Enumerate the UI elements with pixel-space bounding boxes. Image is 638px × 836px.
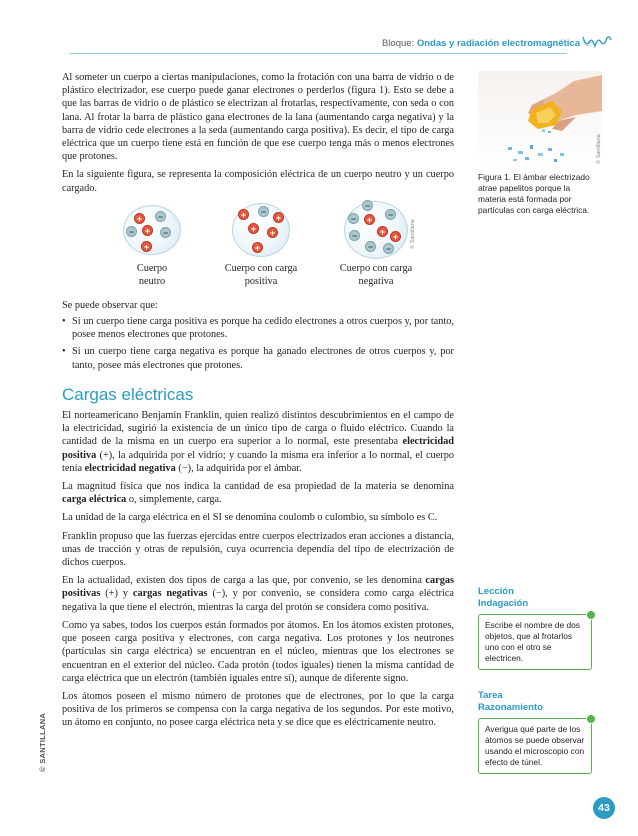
section-title: Cargas eléctricas	[62, 384, 194, 404]
magnitude-paragraph: La magnitud física que nos indica la cantidad de esa propiedad de la materia se denomina carga eléctrica o, simplemente, carga.	[62, 481, 454, 506]
tarea-text: Averigua qué parte de los átomos se puede observar usando el microscopio con efecto de túnel.	[485, 724, 585, 767]
leccion-label: Lección Indagación	[478, 586, 529, 609]
term-cargas-positivas: cargas positivas	[62, 575, 454, 600]
label-positive: Cuerpo con carga positiva	[224, 262, 298, 287]
proton: +	[134, 213, 145, 224]
electron: −	[365, 241, 376, 252]
photo-credit: © Santillana	[596, 134, 602, 164]
unit-paragraph: La unidad de la carga eléctrica en el SI se denomina coulomb o culombio, su símbolo es C.	[62, 512, 438, 524]
term-cargas-negativas: cargas negativas	[132, 588, 208, 600]
electron: −	[155, 211, 166, 222]
proton: +	[238, 209, 249, 220]
bullet-item: • Si un cuerpo tiene carga negativa es porque ha ganado electrones de otros cuerpos y, por tanto, posee más electrones que protones.	[62, 345, 454, 371]
proton: +	[141, 241, 152, 252]
publisher-brand: © SANTILLANA	[38, 712, 47, 772]
electron: −	[385, 209, 396, 220]
charge-types-paragraph: En la actualidad, existen dos tipos de carga a las que, por convenio, se les denomina cargas positivas (+) y cargas negativas (−), y por convenio, se considera como carga eléctrica negativa la que tiene el electrón, mientras la carga del protón se considera como positiva.	[62, 575, 454, 613]
header-rule	[70, 53, 567, 54]
hand-amber-illustration	[478, 71, 602, 167]
leccion-box	[478, 614, 592, 670]
observation-intro: Se puede observar que:	[62, 299, 158, 311]
label-neutral: Cuerpo neutro	[136, 262, 168, 287]
intro-paragraph-2: En la siguiente figura, se representa la composición eléctrica de un cuerpo neutro y un cuerpo cargado.	[62, 169, 454, 194]
tarea-box	[478, 718, 592, 774]
proton: +	[252, 242, 263, 253]
wave-icon	[582, 34, 612, 50]
electron: −	[258, 206, 269, 217]
proton: +	[142, 225, 153, 236]
proton: +	[377, 226, 388, 237]
term-electricidad-positiva: electricidad positiva	[62, 436, 454, 461]
term-electricidad-negativa: electricidad negativa	[84, 462, 176, 474]
page-number: 43	[593, 797, 615, 819]
proton: +	[248, 223, 259, 234]
figure-caption: Figura 1. El ámbar electrizado atrae papelitos porque la materia está formada por partículas con carga eléctrica.	[478, 172, 590, 215]
green-dot-icon	[586, 714, 596, 724]
bullet-item: • Si un cuerpo tiene carga positiva es porque ha cedido electrones a otros cuerpos y, por tanto, posee menos electrones que protones.	[62, 315, 454, 341]
intro-paragraph-1: Al someter un cuerpo a ciertas manipulaciones, como la frotación con una barra de vidrio o de plástico electrizador, ese cuerpo puede ganar electrones o perderlos (figura 1). Esto se debe a que las barras de vidrio o de plástico se electrizan al frotarlas, respectivamente, con seda o con lana. Al frotar la barra de plástico gana electrones de la lana (aumentando carga negativa) y la barra de vidrio cede electrones a la seda (aumentando carga positiva). Es decir, el tipo de carga eléctrica que un cuerpo tiene está en función de que ese cuerpo tenga más o menos electrones que protones.	[62, 72, 454, 163]
electron: −	[383, 243, 394, 254]
proton: +	[273, 212, 284, 223]
atoms-paragraph: Como ya sabes, todos los cuerpos están formados por átomos. En los átomos existen protones, que poseen carga positiva y electrones, con carga negativa. Los protones y los neutrones (partículas sin carga eléctrica) se encuentran en el núcleo, mientras que los electrones se encuentran en el exterior del núcleo. Cada protón (todos iguales) tienen la misma cantidad de carga eléctrica que un electrón (también iguales entre sí), aunque de diferente signo.	[62, 619, 454, 684]
forces-paragraph: Franklin propuso que las fuerzas ejercidas entre cuerpos electrizados eran acciones a distancia, unas de tracción y otras de repulsión, cuya ocurrencia dependía del tipo de electrización de dichos cuerpos.	[62, 530, 454, 569]
proton: +	[390, 231, 401, 242]
header-topic: Ondas y radiación electromagnética	[416, 38, 580, 49]
electron: −	[126, 226, 137, 237]
term-carga-electrica: carga eléctrica	[62, 494, 127, 506]
proton: +	[267, 227, 278, 238]
tarea-label: Tarea Razonamiento	[478, 690, 543, 713]
electron: −	[349, 230, 360, 241]
electron: −	[160, 227, 171, 238]
neutral-paragraph: Los átomos poseen el mismo número de protones que de electrones, por lo que la carga positiva de los primeros se compensa con la carga negativa de los segundos. Por este motivo, un átomo en conjunto, no posee carga eléctrica neta y se dice que es eléctricamente neutro.	[62, 690, 454, 729]
electron: −	[362, 200, 373, 211]
main-column	[62, 71, 454, 735]
green-dot-icon	[586, 610, 596, 620]
amber-photo	[478, 71, 602, 167]
electron: −	[348, 213, 359, 224]
page-header	[382, 38, 580, 49]
franklin-paragraph: El norteamericano Benjamín Franklin, quien realizó distintos descubrimientos en el campo de la electricidad, sugirió la existencia de un único tipo de carga o fluido eléctrico. Cuando la cantidad de la misma en un cuerpo era superior a lo normal, este presentaba electricidad positiva (+), la adquirida por el vidrio; y cuando la misma era inferior a lo normal, el cuerpo tenía electricidad negativa (−), la adquirida por el ámbar.	[62, 410, 454, 474]
leccion-text: Escribe el nombre de dos objetos, que al frotarlos uno con el otro se electricen.	[485, 620, 580, 663]
header-prefix: Bloque:	[381, 38, 415, 49]
proton: +	[364, 214, 375, 225]
label-negative: Cuerpo con carga negativa	[339, 262, 413, 287]
figure-credit: © Santillana	[410, 219, 416, 249]
atoms-figure	[62, 200, 454, 293]
